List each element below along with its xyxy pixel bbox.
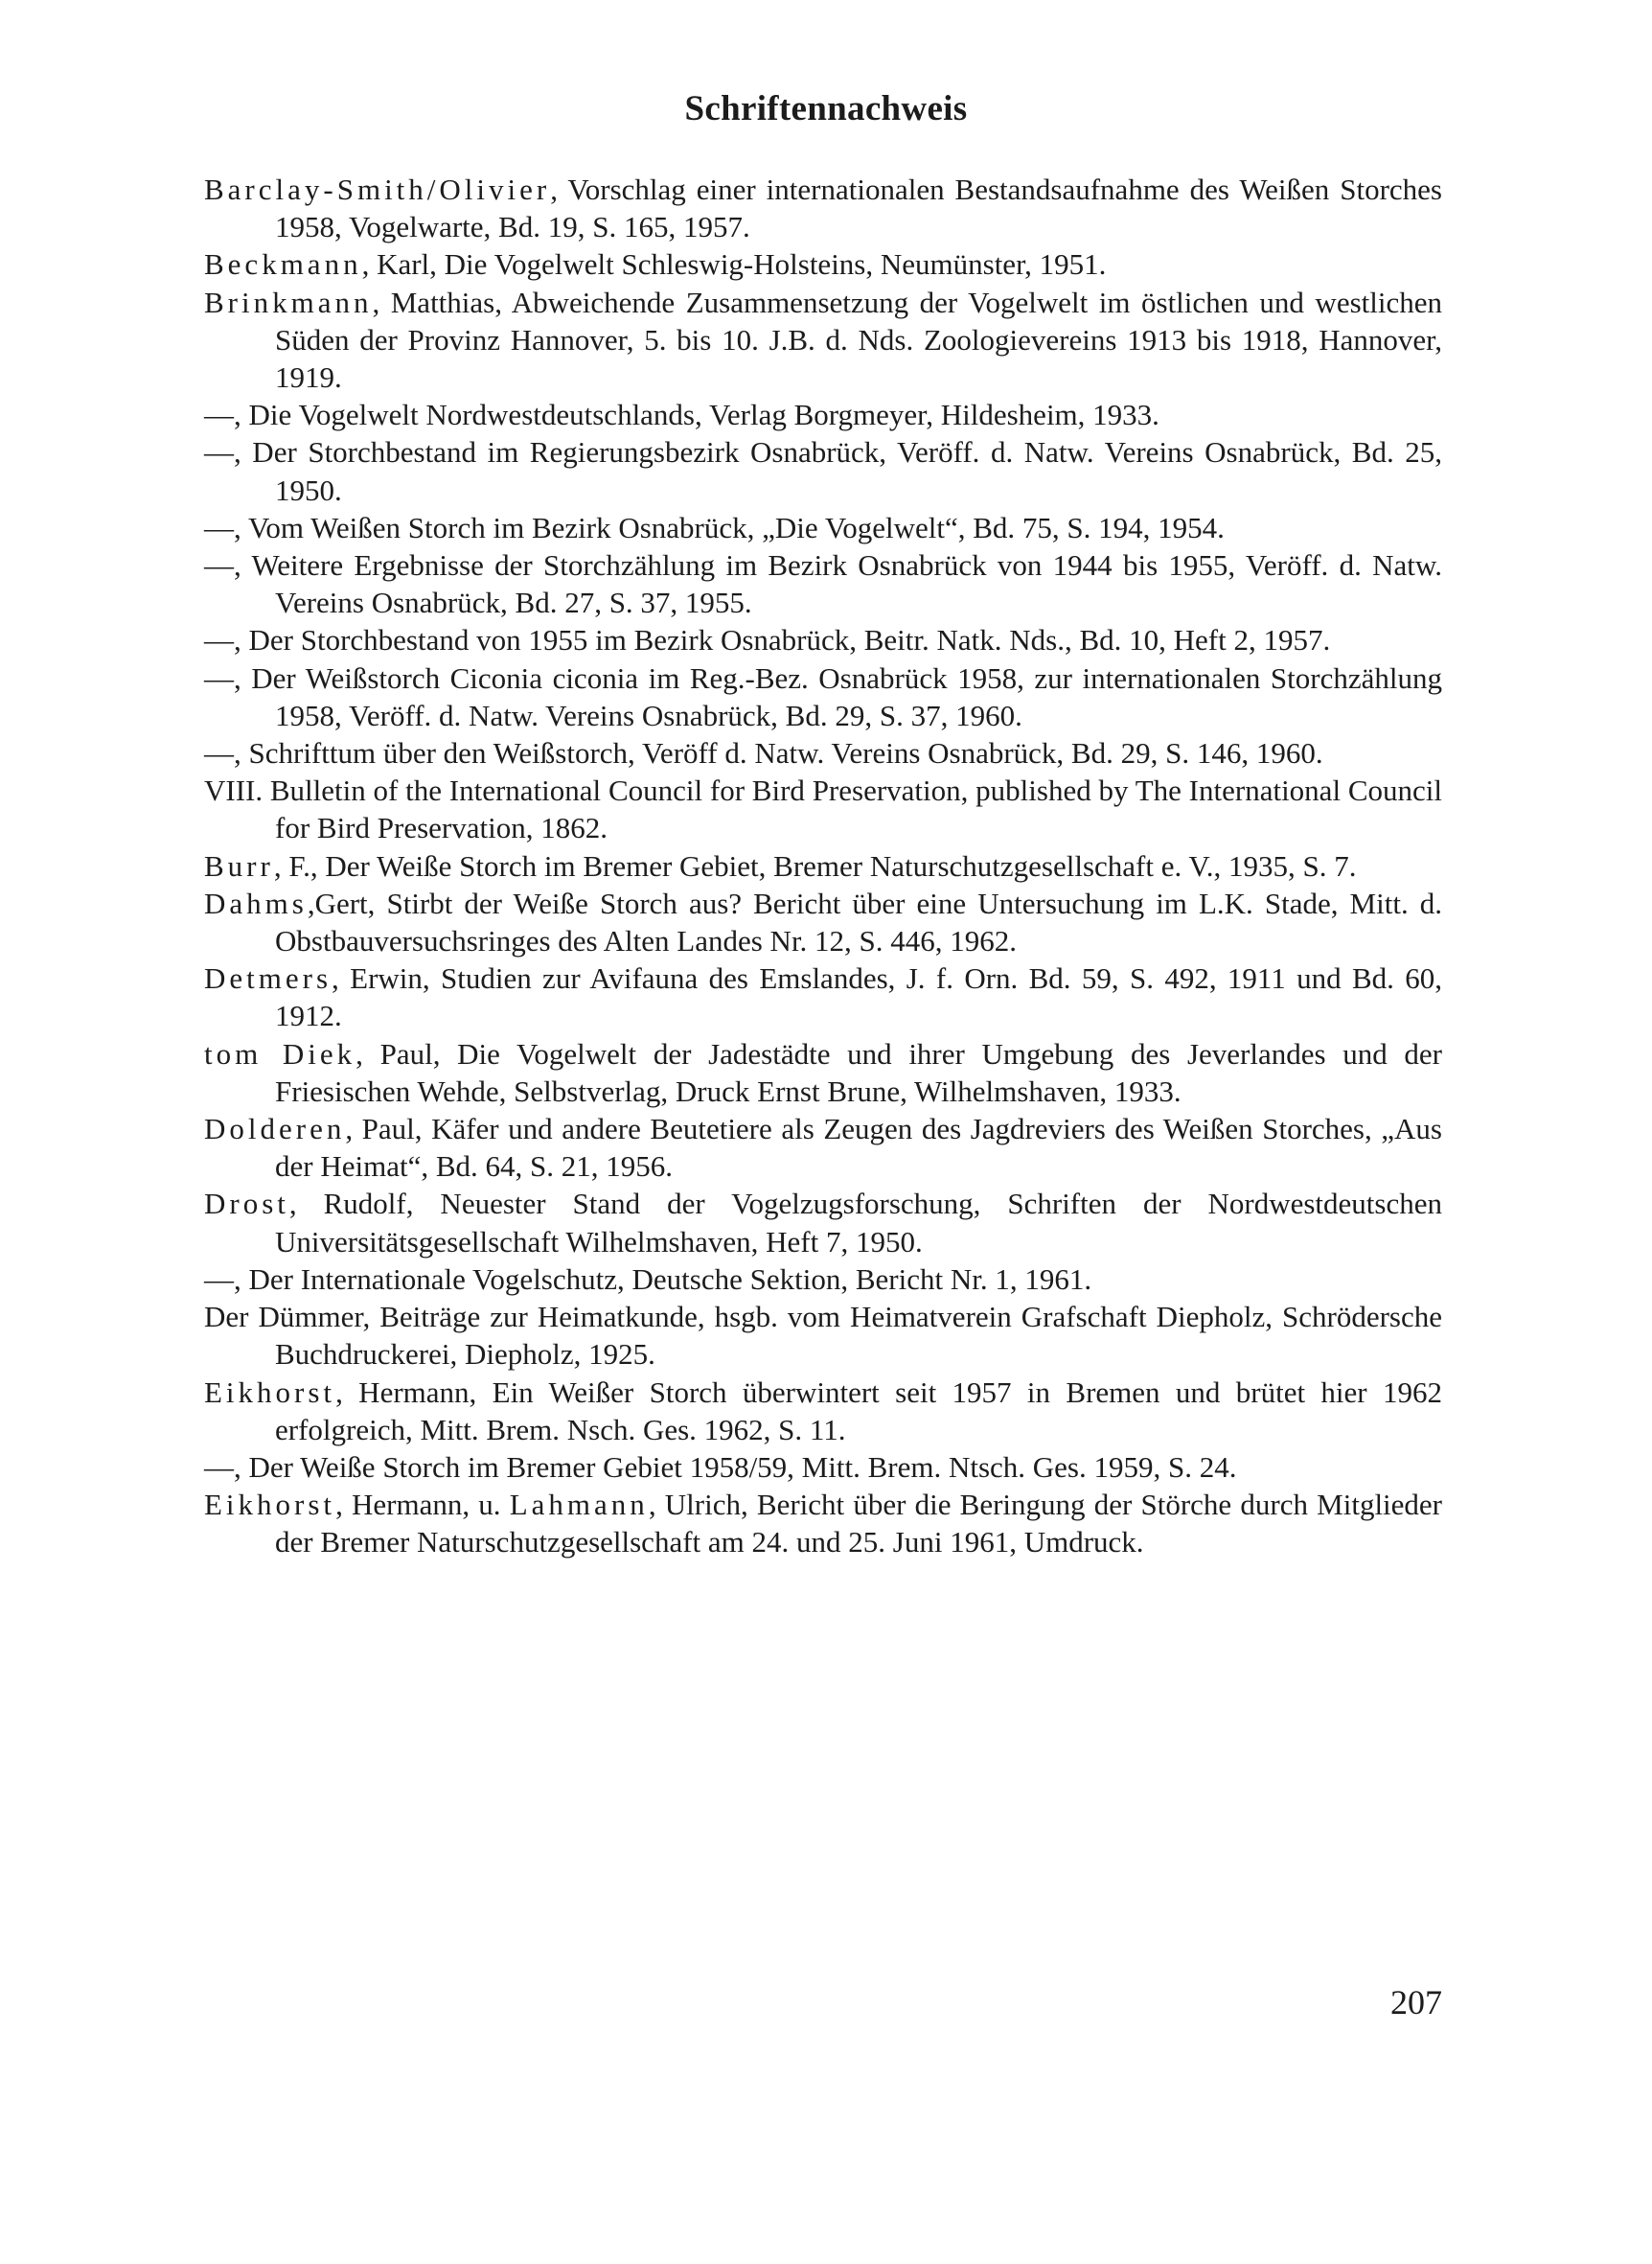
- reference-entry: [204, 772, 1442, 846]
- reference-entry: [204, 959, 1442, 1034]
- reference-author: Eikhorst: [204, 1375, 336, 1409]
- reference-text: Der Dümmer, Beiträge zur Heimatkunde, hsgb. vom Heimatverein Grafschaft Diepholz, Schrödersche Buchdruckerei, Diepholz, 1925.: [204, 1300, 1442, 1372]
- reference-text: , Paul, Käfer und andere Beutetiere als Zeugen des Jagdreviers des Weißen Storches, „Aus der Heimat“, Bd. 64, S. 21, 1956.: [275, 1112, 1442, 1184]
- reference-text: , Vorschlag einer internationalen Bestandsaufnahme des Weißen Storches 1958, Vogelwarte, Bd. 19, S. 165, 1957.: [275, 173, 1442, 244]
- reference-entry: [204, 1374, 1442, 1448]
- reference-text: , Erwin, Studien zur Avifauna des Emslandes, J. f. Orn. Bd. 59, S. 492, 1911 und Bd. 60, 1912.: [275, 961, 1442, 1033]
- reference-text: —, Schrifttum über den Weißstorch, Veröff d. Natw. Vereins Osnabrück, Bd. 29, S. 146, 1960.: [204, 736, 1323, 771]
- reference-entry: [204, 1185, 1442, 1259]
- reference-author: Eikhorst: [204, 1488, 336, 1522]
- reference-author: tom Diek: [204, 1036, 356, 1071]
- reference-text: —, Der Weißstorch Ciconia ciconia im Reg.-Bez. Osnabrück 1958, zur internationalen Storchzählung 1958, Veröff. d. Natw. Vereins Osnabrück, Bd. 29, S. 37, 1960.: [204, 660, 1442, 732]
- reference-text: , Rudolf, Neuester Stand der Vogelzugsforschung, Schriften der Nordwestdeutschen Universitätsgesellschaft Wilhelmshaven, Heft 7, 1950.: [275, 1187, 1442, 1259]
- reference-entry: [204, 659, 1442, 734]
- reference-entry: [204, 1035, 1442, 1110]
- reference-text: —, Die Vogelwelt Nordwestdeutschlands, Verlag Borgmeyer, Hildesheim, 1933.: [204, 398, 1159, 432]
- reference-entry: [204, 1448, 1442, 1486]
- reference-entry: [204, 847, 1442, 885]
- page-number: 207: [1390, 1983, 1442, 2021]
- reference-author: Barclay-Smith/Olivier: [204, 173, 551, 206]
- reference-entry: [204, 171, 1442, 245]
- reference-entry: [204, 1486, 1442, 1560]
- reference-coauthor: Lahmann: [509, 1488, 649, 1522]
- reference-text: , Paul, Die Vogelwelt der Jadestädte und ihrer Umgebung des Jeverlandes und der Friesischen Wehde, Selbstverlag, Druck Ernst Brune, Wilhelmshaven, 1933.: [275, 1036, 1442, 1108]
- reference-author: Detmers: [204, 961, 333, 996]
- reference-author: Dahms: [204, 886, 308, 920]
- reference-text: —, Der Storchbestand im Regierungsbezirk Osnabrück, Veröff. d. Natw. Vereins Osnabrück, Bd. 25, 1950.: [204, 435, 1442, 507]
- reference-entry: [204, 245, 1442, 283]
- reference-entry: [204, 396, 1442, 433]
- reference-author: Dolderen: [204, 1112, 346, 1146]
- reference-text: , Karl, Die Vogelwelt Schleswig-Holsteins, Neumünster, 1951.: [361, 247, 1107, 282]
- reference-text: ,Gert, Stirbt der Weiße Storch aus? Bericht über eine Untersuchung im L.K. Stade, Mitt. d. Obstbauversuchsringes des Alten Landes Nr. 12, S. 446, 1962.: [275, 886, 1442, 959]
- reference-entry: [204, 621, 1442, 658]
- reference-text: , Matthias, Abweichende Zusammensetzung der Vogelwelt im östlichen und westlichen Süden der Provinz Hannover, 5. bis 10. J.B. d. Nds. Zoologievereins 1913 bis 1918, Hannover, 1919.: [275, 285, 1442, 395]
- reference-text: —, Weitere Ergebnisse der Storchzählung im Bezirk Osnabrück von 1944 bis 1955, Veröff. d. Natw. Vereins Osnabrück, Bd. 27, S. 37, 1955.: [204, 548, 1442, 620]
- reference-author: Drost: [204, 1187, 289, 1221]
- reference-text-continued: , Ulrich, Bericht über die Beringung der Störche durch Mitglieder der Bremer Naturschutzgesellschaft am 24. und 25. Juni 1961, Umdruck.: [275, 1488, 1443, 1559]
- reference-text: —, Vom Weißen Storch im Bezirk Osnabrück, „Die Vogelwelt“, Bd. 75, S. 194, 1954.: [204, 510, 1225, 544]
- reference-author: Burr: [204, 848, 274, 883]
- reference-entry: [204, 433, 1442, 508]
- reference-text: —, Der Storchbestand von 1955 im Bezirk Osnabrück, Beitr. Natk. Nds., Bd. 10, Heft 2, 1957.: [204, 623, 1331, 658]
- reference-text: VIII. Bulletin of the International Council for Bird Preservation, published by The International Council for Bird Preservation, 1862.: [204, 774, 1442, 845]
- reference-text: , Hermann, Ein Weißer Storch überwintert seit 1957 in Bremen und brütet hier 1962 erfolgreich, Mitt. Brem. Nsch. Ges. 1962, S. 11.: [275, 1375, 1442, 1446]
- reference-text: , Hermann, u.: [335, 1488, 510, 1522]
- reference-entry: [204, 1298, 1442, 1373]
- reference-list: [204, 171, 1442, 1561]
- reference-entry: [204, 1110, 1442, 1185]
- reference-entry: [204, 734, 1442, 772]
- reference-entry: [204, 284, 1442, 397]
- reference-entry: [204, 1260, 1442, 1298]
- reference-entry: [204, 885, 1442, 959]
- reference-author: Beckmann: [204, 247, 362, 282]
- page-title: Schriftennachweis: [684, 89, 968, 128]
- reference-entry: [204, 509, 1442, 546]
- reference-text: —, Der Weiße Storch im Bremer Gebiet 1958/59, Mitt. Brem. Ntsch. Ges. 1959, S. 24.: [204, 1449, 1237, 1484]
- reference-entry: [204, 546, 1442, 621]
- reference-text: , F., Der Weiße Storch im Bremer Gebiet, Bremer Naturschutzgesellschaft e. V., 1935, S. 7.: [273, 848, 1357, 883]
- reference-author: Brinkmann: [204, 285, 373, 319]
- reference-text: —, Der Internationale Vogelschutz, Deutsche Sektion, Bericht Nr. 1, 1961.: [204, 1261, 1092, 1296]
